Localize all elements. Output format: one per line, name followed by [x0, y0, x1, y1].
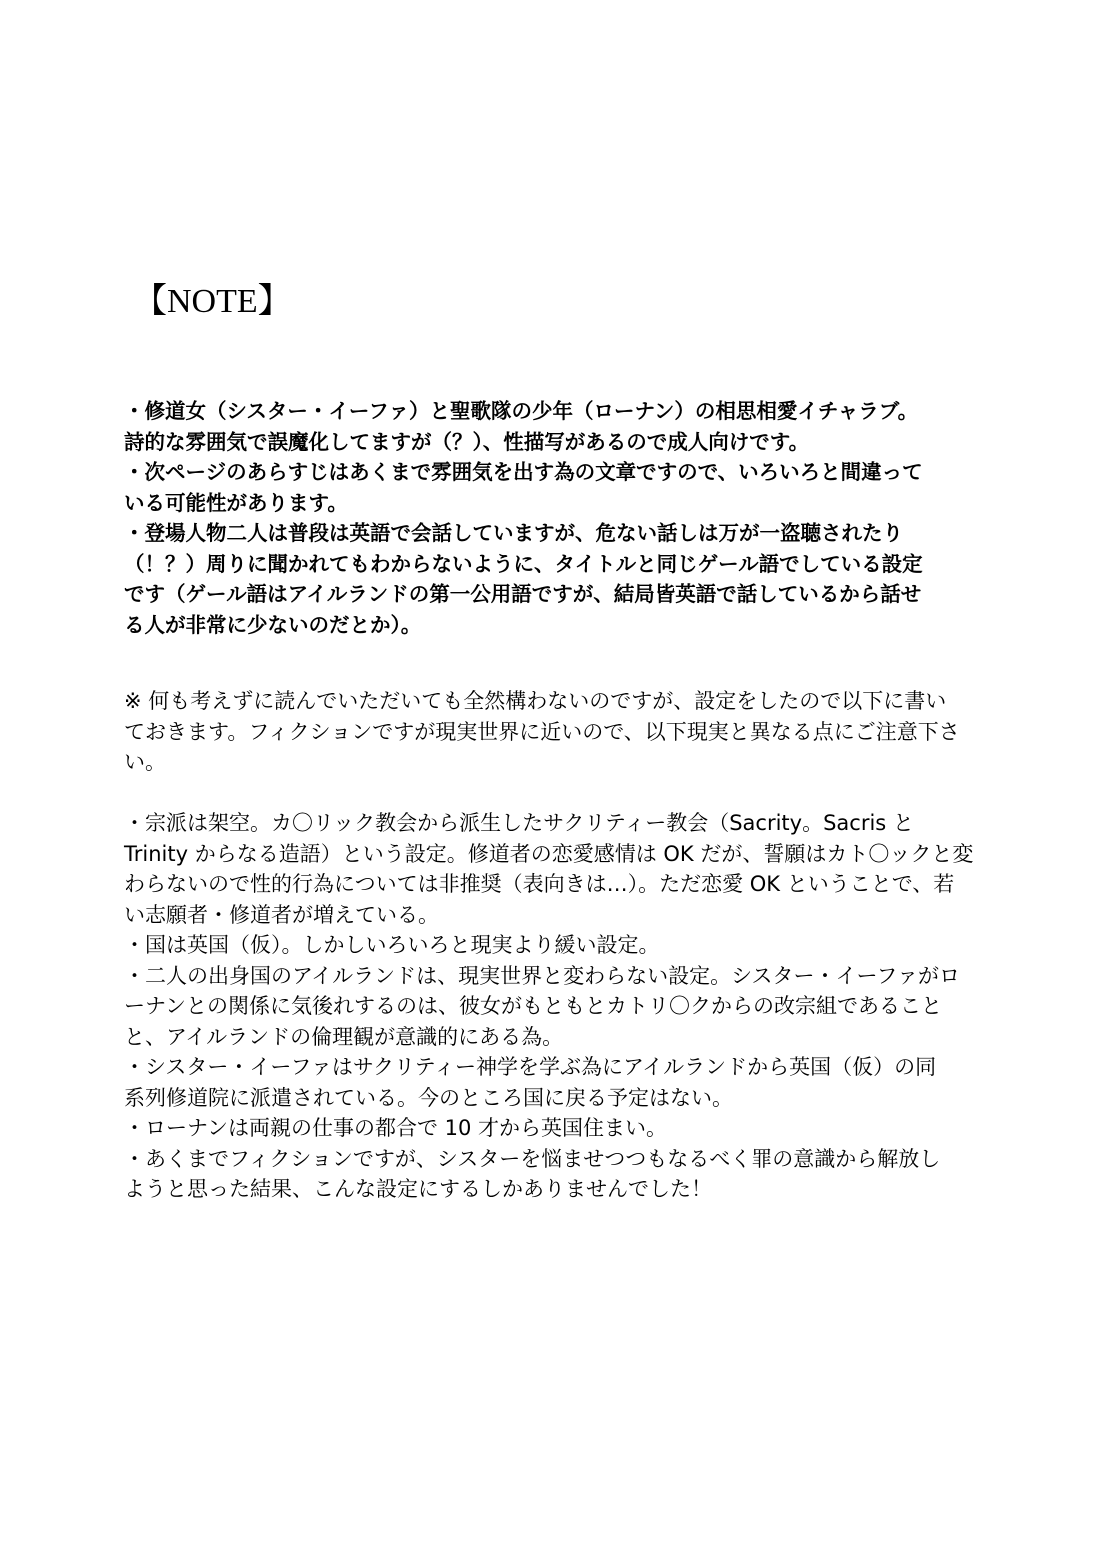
note-line: ておきます。フィクションですが現実世界に近いので、以下現実と異なる点にご注意下さ: [124, 719, 960, 744]
page-title: 【NOTE】: [133, 283, 292, 320]
setting-line: ・あくまでフィクションですが、シスターを悩ませつつもなるべく罪の意識から解放し: [124, 1146, 941, 1171]
setting-list: [124, 808, 994, 1205]
setting-line: と、アイルランドの倫理観が意識的にある為。: [124, 1024, 564, 1049]
intro-line: です（ゲール語はアイルランドの第一公用語ですが、結局皆英語で話しているから話せ: [124, 582, 922, 606]
setting-line: い志願者・修道者が増えている。: [124, 902, 439, 927]
setting-line: ・二人の出身国のアイルランドは、現実世界と変わらない設定。シスター・イーファがロ: [124, 963, 961, 988]
setting-line: Trinity からなる造語）という設定。修道者の恋愛感情は OK だが、誓願はカト〇ックと変: [124, 841, 974, 866]
setting-line: ・国は英国（仮）。しかしいろいろと現実より緩い設定。: [124, 933, 660, 957]
setting-line: ・シスター・イーファはサクリティー神学を学ぶ為にアイルランドから英国（仮）の同: [124, 1055, 937, 1079]
note-paragraph: [124, 686, 994, 778]
note-line: い。: [124, 750, 166, 774]
intro-line: いる可能性があります。: [124, 490, 348, 515]
note-line: ※ 何も考えずに読んでいただいても全然構わないのですが、設定をしたので以下に書い: [124, 689, 947, 713]
setting-line: ・ローナンは両親の仕事の都合で 10 才から英国住まい。: [124, 1116, 668, 1140]
intro-line: ・次ページのあらすじはあくまで雰囲気を出す為の文章ですので、いろいろと間違って: [124, 460, 923, 484]
intro-line: ・修道女（シスター・イーファ）と聖歌隊の少年（ローナン）の相思相愛イチャラブ。: [124, 399, 919, 423]
setting-line: ・宗派は架空。カ〇リック教会から派生したサクリティー教会（Sacrity。Sacris と: [124, 811, 914, 835]
intro-line: る人が非常に少ないのだとか）。: [124, 612, 422, 637]
setting-line: ーナンとの関係に気後れするのは、彼女がもともとカトリ〇クからの改宗組であること: [124, 994, 942, 1018]
setting-line: ようと思った結果、こんな設定にするしかありませんでした！: [124, 1177, 712, 1201]
intro-line: 詩的な雰囲気で誤魔化してますが（？）、性描写があるので成人向けです。: [124, 429, 810, 454]
intro-paragraph: [124, 396, 994, 640]
intro-line: （！？）周りに聞かれてもわからないように、タイトルと同じゲール語でしている設定: [124, 551, 923, 576]
setting-line: わらないので性的行為については非推奨（表向きは…）。ただ恋愛 OK ということで、若: [124, 872, 955, 896]
intro-line: ・登場人物二人は普段は英語で会話していますが、危ない話しは万が一盗聴されたり: [124, 521, 903, 545]
setting-line: 系列修道院に派遣されている。今のところ国に戻る予定はない。: [124, 1085, 733, 1110]
